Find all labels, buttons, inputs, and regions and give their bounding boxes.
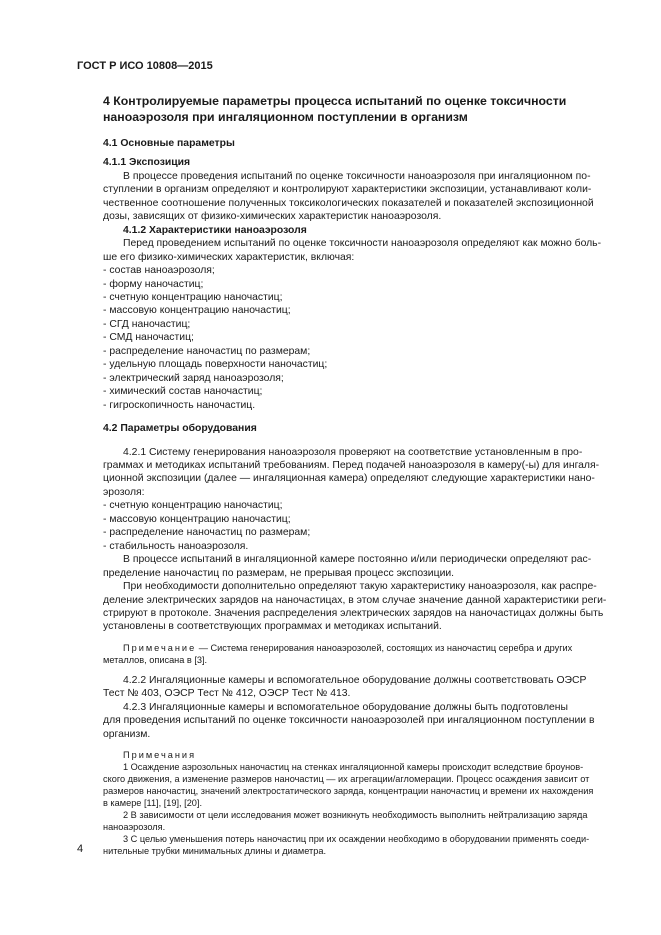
list-item: - электрический заряд наноаэрозоля; [103,372,284,384]
note-label: Примечание [123,642,197,653]
text-line: дозы, зависящих от физико-химических характеристик наноаэрозоля. [103,211,442,223]
text-line: 4.2.3 Ингаляционные камеры и вспомогательное оборудование должны быть подготовлены [123,701,569,713]
text-line: Перед проведением испытаний по оценке токсичности наноаэрозоля определяют как можно боль- [123,238,602,250]
characteristics-list [103,264,623,412]
list-item: - химический состав наночастиц; [103,386,263,398]
notes-label-text: Примечания [123,750,197,761]
list-item: - массовую концентрацию наночастиц; [103,305,291,317]
text-line: 3 С целью уменьшения потерь наночастиц при их осаждении необходимо в оборудовании применять соеди- [123,834,590,845]
page-number: 4 [77,843,84,855]
section-4-2-2-paragraph [103,674,623,701]
list-item: - распределение наночастиц по размерам; [103,345,311,357]
text-line: в камере [11], [19], [20]. [103,798,203,809]
text-line: ского движения, а изменение размеров наночастиц — их агрегации/агломерации. Процесс осаждения зависит от [103,774,590,785]
text-line: для проведения испытаний по оценке токсичности наноаэрозолей при ингаляционном поступлении в [103,715,595,727]
note-1 [103,642,623,666]
text-line: установлены в соответствующих программах и методиках испытаний. [103,621,442,633]
note-item-1 [103,761,623,809]
text-line: наноаэрозоля. [103,822,166,833]
section-4-1-2-title: 4.1.2 Характеристики наноаэрозоля [123,224,307,236]
text-line: пределение наночастиц по размерам, не прерывая процесс экспозиции. [103,567,455,579]
chamber-characteristics-list [103,499,623,553]
section-4-1-2-paragraph [103,237,623,264]
text-line: 1 Осаждение аэрозольных наночастиц на стенках ингаляционной камеры происходит вследствие броунов- [123,762,584,773]
text-line: При необходимости дополнительно определяют такую характеристику наноаэрозоля, как распре- [123,581,597,593]
text-line: ступлении в организм определяют и контролируют характеристики экспозиции, устанавливают коли- [103,184,592,196]
text-line: размеров наночастиц, значений электростатического заряда, концентрации наночастиц и времени их нахождения [103,786,594,797]
section-4-2-1-paragraph-2 [103,553,623,580]
list-item: - счетную концентрацию наночастиц; [103,500,283,512]
section-4-2-1-paragraph-3 [103,580,623,634]
section-4-2-1-paragraph [103,446,623,500]
text-line: — Система генерирования наноаэрозолей, состоящих из наночастиц серебра и других [196,642,573,653]
text-line: ше его физико-химических характеристик, включая: [103,251,355,263]
section-4-1-1-title: 4.1.1 Экспозиция [103,157,191,169]
list-item: - СМД наночастиц; [103,332,194,344]
note-item-2 [103,809,623,833]
section-4-title [103,93,623,125]
text-line: чественное соотношение полученных токсикологических показателей и показателей экспозиционной [103,197,594,209]
section-4-1-title: 4.1 Основные параметры [103,138,235,149]
text-line: 2 В зависимости от цели исследования может возникнуть необходимость выполнить нейтрализацию заряда [123,810,588,821]
list-item: - удельную площадь поверхности наночастиц; [103,359,328,371]
section-4-2-3-paragraph [103,701,623,741]
standard-header: ГОСТ Р ИСО 10808—2015 [77,60,213,72]
text-line: 4.2.2 Ингаляционные камеры и вспомогательное оборудование должны соответствовать ОЭСР [123,674,587,686]
text-line: нительные трубки минимальных длины и диаметра. [103,846,327,857]
section-4-1-1-paragraph [103,170,623,224]
note-item-3 [103,833,623,857]
text-line: металлов, описана в [3]. [103,654,208,665]
list-item: - состав наноаэрозоля; [103,265,215,277]
list-item: - массовую концентрацию наночастиц; [103,513,291,525]
list-item: - счетную концентрацию наночастиц; [103,291,283,303]
text-line: В процессе испытаний в ингаляционной камере постоянно и/или периодически определяют рас- [123,554,592,566]
section-4-2-title: 4.2 Параметры оборудования [103,423,257,435]
text-line: В процессе проведения испытаний по оценке токсичности наноаэрозоля при ингаляционном по- [123,170,591,182]
text-line: граммах и методиках испытаний требованиям. Перед подачей наноаэрозоля в камеру(-ы) для ингаля- [103,459,600,471]
list-item: - стабильность наноаэрозоля. [103,540,249,552]
list-item: - гигроскопичность наночастиц. [103,399,256,411]
notes-label [103,749,623,761]
text-line: 4.2.1 Систему генерирования наноаэрозоля проверяют на соответствие установленным в про- [123,446,583,458]
page-content [103,93,623,857]
section-4-title-line1: 4 Контролируемые параметры процесса испытаний по оценке токсичности [103,94,567,108]
list-item: - СГД наночастиц; [103,318,191,330]
text-line: деление электрических зарядов на наночастицах, в этом случае значение данной характеристики реги- [103,594,607,606]
text-line: организм. [103,728,151,740]
section-4-title-line2: наноаэрозоля при ингаляционном поступлении в организм [103,110,468,124]
text-line: ционной экспозиции (далее — ингаляционная камера) определяют следующие характеристики нано- [103,473,595,485]
list-item: - распределение наночастиц по размерам; [103,527,311,539]
text-line: стрируют в протоколе. Значения распределения электрических зарядов на наночастицах должны быть [103,607,604,619]
list-item: - форму наночастиц; [103,278,204,290]
text-line: Тест № 403, ОЭСР Тест № 412, ОЭСР Тест № 413. [103,688,351,700]
text-line: эрозоля: [103,486,145,498]
